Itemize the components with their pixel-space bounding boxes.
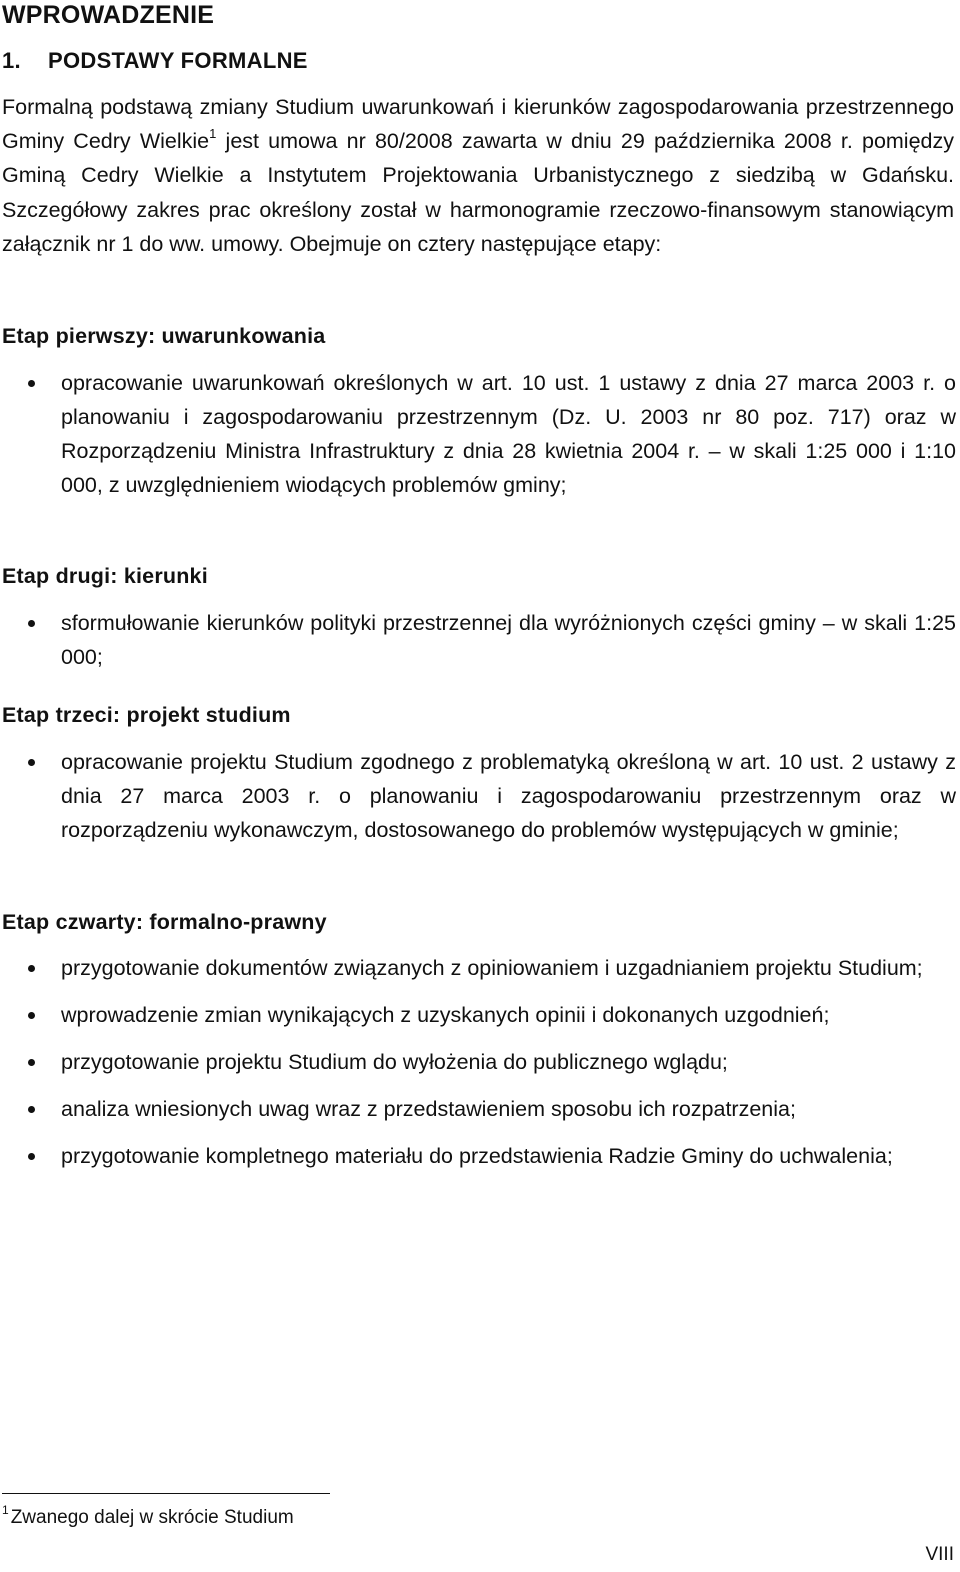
list-item [0,606,956,674]
section-title: WPROWADZENIE [2,1,215,29]
list-item-text: opracowanie projektu Studium zgodnego z problematyką określoną w art. 10 ust. 2 ustawy z dnia 27 marca 2003 r. o planowaniu i zagospodarowaniu przestrzennym oraz w rozporządzeniu wykonawczym, dostosowanego do problemów występujących w gminie; [61,750,956,842]
bullet-icon [28,965,35,972]
bullet-icon [28,1012,35,1019]
stage-2-list [0,606,956,674]
stage-3-list [0,745,956,847]
list-item-text: przygotowanie kompletnego materiału do przedstawienia Radzie Gminy do uchwalenia; [61,1144,893,1168]
intro-text-part1: Formalną podstawą zmiany Studium uwarunkowań i kierunków zagospodarowania przestrzennego Gminy Cedry Wielkie [2,95,954,154]
stage-heading-4: Etap czwarty: formalno-prawny [2,910,327,934]
stage-heading-2: Etap drugi: kierunki [2,564,208,588]
list-item-text: sformułowanie kierunków polityki przestrzennej dla wyróżnionych części gminy – w skali 1:25 000; [61,611,956,669]
stage-heading-1: Etap pierwszy: uwarunkowania [2,324,326,348]
list-item [0,1092,956,1126]
list-item-text: analiza wniesionych uwag wraz z przedstawieniem sposobu ich rozpatrzenia; [61,1097,796,1121]
list-item [0,951,956,985]
footnote-divider [2,1493,330,1494]
list-item-text: przygotowanie dokumentów związanych z opiniowaniem i uzgadnianiem projektu Studium; [61,956,923,980]
stage-4-list [0,951,956,1173]
chapter-number: 1. [2,48,21,73]
bullet-icon [28,759,35,766]
intro-paragraph [2,90,954,261]
list-item-text: przygotowanie projektu Studium do wyłożenia do publicznego wglądu; [61,1050,728,1074]
list-item [0,1045,956,1079]
footnote-reference[interactable]: 1 [209,126,217,142]
bullet-icon [28,1106,35,1113]
footnote [2,1505,294,1531]
bullet-icon [28,1059,35,1066]
bullet-icon [28,380,35,387]
page-number: VIII [925,1544,954,1565]
bullet-icon [28,1153,35,1160]
list-item [0,745,956,847]
stage-1-list [0,366,956,502]
list-item-text: wprowadzenie zmian wynikających z uzyskanych opinii i dokonanych uzgodnień; [61,1003,830,1027]
list-item [0,1139,956,1173]
list-item-text: opracowanie uwarunkowań określonych w art. 10 ust. 1 ustawy z dnia 27 marca 2003 r. o planowaniu i zagospodarowaniu przestrzennym (Dz. U. 2003 nr 80 poz. 717) oraz w Rozporządzeniu Ministra Infrastruktury z dnia 28 kwietnia 2004 r. – w skali 1:25 000 i 1:10 000, z uwzględnieniem wiodących problemów gminy; [61,371,956,497]
list-item [0,998,956,1032]
intro-text-part2: jest umowa nr 80/2008 zawarta w dniu 29 października 2008 r. pomiędzy Gminą Cedry Wielkie a Instytutem Projektowania Urbanistycznego z siedzibą w Gdańsku. Szczegółowy zakres prac określony został w harmonogramie rzeczowo-finansowym stanowiącym załącznik nr 1 do ww. umowy. Obejmuje on cztery następujące etapy: [2,129,954,256]
footnote-number: 1 [2,1503,9,1517]
list-item [0,366,956,502]
bullet-icon [28,620,35,627]
chapter-title-text: PODSTAWY FORMALNE [48,48,308,73]
footnote-text: Zwanego dalej w skrócie Studium [10,1507,294,1528]
chapter-title [2,47,308,75]
stage-heading-3: Etap trzeci: projekt studium [2,703,291,727]
